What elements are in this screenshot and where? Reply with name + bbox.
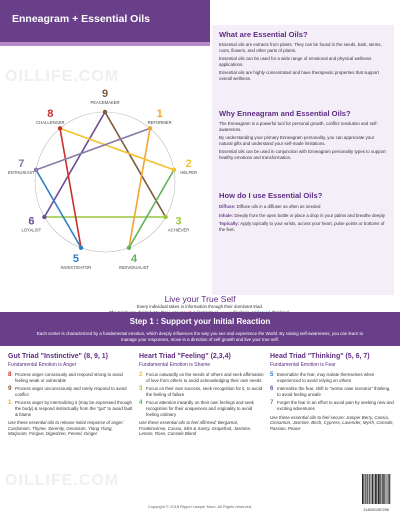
enneagram-point-label: HELPER	[180, 170, 198, 176]
section-what-para-1: Essential oils are extracts from plants. They can be found in the seeds, bark, stems, roots, flowers, and other parts of plants.	[219, 42, 382, 53]
enneagram-lines	[35, 112, 175, 252]
barcode-bar	[382, 474, 383, 504]
head-item-text: Externalize the fear, may isolate themselves when experienced to avoid relying on others	[277, 372, 375, 383]
head-triad-item-7	[270, 400, 395, 411]
section-what-para-3: Essential oils are highly concentrated and have therapeutic properties that support overall wellness.	[219, 70, 379, 81]
live-line-1: Every individual takes in information through their dominant triad.	[136, 304, 264, 309]
enneagram-point-number: 6	[28, 215, 35, 228]
heart-triad-column	[139, 353, 264, 437]
section-why-para-2: By understanding your primary Enneagram personality, you can appreciate your natural gifts and understand your self-made limitations.	[219, 135, 375, 146]
section-why-para-3: Essential oils can be used in conjunction with Enneagram personality types to support healthy emotions and transformation.	[219, 149, 386, 160]
gut-item-text: Process anger unconsciously and rarely respond to avoid conflict	[15, 386, 127, 397]
enneagram-point-dot	[163, 215, 167, 219]
enneagram-point-dot	[127, 246, 131, 250]
barcode-graphic	[361, 472, 391, 512]
heart-item-text: Focus attention inwardly on their own feelings and seek recognition for their uniqueness and originality to avoid feeling ordinary	[146, 400, 254, 417]
head-item-text: Internalize the fear, shift to "worse case scenario" thinking, to avoid feeling unsafe	[277, 386, 391, 397]
gut-triad-item-1	[8, 400, 133, 417]
heart-triad-item-2	[139, 372, 264, 383]
heart-item-number: 3	[139, 385, 143, 393]
gut-item-number: 8	[8, 371, 12, 378]
section-how	[219, 191, 387, 232]
section-why-heading: Why Enneagram and Essential Oils?	[219, 109, 351, 118]
copyright: Copyright © 2018 Rippel Lawyer Mom. All Rights reserved.	[147, 504, 253, 509]
heart-triad-subheading: Fundamental Emotion is Shame	[139, 362, 211, 368]
barcode-bar	[387, 474, 388, 504]
barcode-bar	[374, 474, 375, 504]
section-what-heading: What are Essential Oils?	[219, 30, 308, 39]
head-item-text: Forget the fear in an effort to avoid pain by seeking new and exciting adventures	[277, 400, 394, 411]
heart-triad-heading: Heart Triad "Feeling" (2,3,4)	[139, 353, 231, 360]
head-triad-heading: Head Triad "Thinking" (5, 6, 7)	[270, 353, 370, 360]
header-banner	[0, 0, 210, 46]
barcode-bar	[381, 474, 382, 504]
enneagram-point-label: INVESTIGATOR	[60, 264, 92, 270]
how-item-topically	[219, 221, 387, 232]
heart-triad-oils: Use these essential oils to feel affirmed: Bergamot, Frankincense, Cassia, Slim & Sassy, Grapefruit, Jasmine, Lemon, Rose, Console Blend	[139, 420, 252, 437]
enneagram-ring	[35, 112, 175, 252]
how-item-inhale-value: Deeply from the open bottle or place a drop in your palms and breathe deeply	[234, 212, 385, 218]
section-what-para-2: Essential oils can be used for a wide range of emotional and physical wellness applications.	[219, 56, 372, 67]
head-triad-item-6	[270, 386, 395, 397]
head-item-number: 6	[270, 385, 274, 393]
step1-banner	[0, 312, 400, 346]
enneagram-point-number: 1	[156, 107, 163, 120]
barcode-number: 2140091057258	[363, 508, 389, 512]
how-item-topically-key: Topically:	[219, 221, 240, 227]
gut-item-number: 1	[8, 399, 12, 407]
barcode-bar	[367, 474, 368, 504]
enneagram-point-label: CHALLENGER	[36, 119, 65, 125]
enneagram-point-label: REFORMER	[147, 119, 172, 125]
head-triad-oils: Use these essential oils to feel secure: Juniper Berry, Cassia, Cinnamon, Jasmine, Birch, Cypress, Lavender, Myrrh, Console, Passion, Peace	[270, 414, 394, 431]
enneagram-point-number: 5	[72, 252, 79, 265]
section-why	[219, 109, 387, 161]
enneagram-point-dot	[58, 126, 62, 130]
gut-item-number: 9	[8, 385, 12, 393]
gut-triad-oils: Use these essential oils to release initial response of anger: Cardamom, Thyme, Serenity, Geranium, Ylang Ylang, Marjoram, Forgive, Digestzen, Fennel, Ginger	[8, 420, 124, 437]
barcode-bar	[369, 474, 370, 504]
enneagram-point-number: 3	[175, 215, 182, 228]
head-triad-column	[270, 353, 395, 431]
enneagram-point-number: 2	[185, 158, 192, 171]
enneagram-point-dot	[103, 110, 107, 114]
head-triad-subheading: Fundamental Emotion is Fear	[270, 362, 336, 368]
barcode-bar	[378, 474, 379, 504]
head-item-number: 5	[270, 371, 274, 378]
barcode-bar	[379, 474, 380, 504]
barcode-bar	[376, 474, 377, 504]
gut-triad-column	[8, 353, 133, 437]
barcode-bar	[372, 474, 373, 504]
info-panel	[212, 25, 394, 295]
enneagram-point-label: ENTHUSIAST	[8, 170, 35, 176]
heart-item-number: 2	[139, 371, 143, 378]
gut-triad-item-8	[8, 372, 133, 383]
barcode-bar	[365, 474, 366, 504]
head-item-number: 7	[270, 399, 274, 407]
enneagram-point-dot	[79, 246, 83, 250]
section-what	[219, 30, 387, 82]
barcode-bar	[384, 474, 385, 504]
heart-item-number: 4	[139, 399, 143, 407]
barcode-bar	[375, 474, 376, 504]
heart-item-text: Focus on their own success, seek recognition for it, to avoid the feeling of failure	[146, 386, 263, 397]
barcode-bar	[363, 474, 364, 504]
header-title: Enneagram + Essential Oils	[12, 13, 151, 25]
enneagram-point-label: LOYALIST	[21, 227, 42, 233]
gut-item-text: Process anger consciously and respond strong to avoid feeling weak or vulnerable	[15, 372, 123, 383]
gut-item-text: Process anger by internalizing it (may be expressed through the body) & respond instinctually from the "gut" to avoid fault & blame	[15, 400, 133, 417]
barcode-bar	[388, 474, 389, 504]
how-item-inhale-key: Inhale:	[219, 212, 234, 218]
step1-subtitle: Each center is characterized by a fundamental emotion, which deeply influences the way you see and experience the World. By raising self-awareness, you can learn to manage your responses, move in a direction of self growth and live your true self.	[36, 331, 364, 342]
section-how-heading: How do I use Essential Oils?	[219, 191, 323, 200]
gut-triad-subheading: Fundamental Emotion is Anger	[8, 362, 77, 368]
section-why-para-1: The Enneagram is a powerful tool for personal growth, conflict resolution and self-awareness.	[219, 121, 378, 132]
enneagram-point-label: INDIVIDUALIST	[119, 264, 150, 270]
watermark-top: OILLIFE.COM	[5, 68, 120, 85]
barcode-bar	[371, 474, 372, 504]
barcode-bar	[383, 474, 384, 504]
head-triad-item-5	[270, 372, 395, 383]
heart-triad-item-4	[139, 400, 264, 417]
enneagram-point-label: ACHIEVER	[167, 227, 190, 233]
enneagram-point-dot	[42, 215, 46, 219]
barcode-bars	[362, 474, 390, 504]
watermark-bottom: OILLIFE.COM	[5, 472, 120, 489]
enneagram-point-label: PEACEMAKER	[90, 100, 120, 105]
barcode-bar	[362, 474, 363, 504]
how-item-diffuse-value: Diffuse oils in a diffuser as often as needed	[236, 204, 321, 209]
gut-triad-item-9	[8, 386, 133, 397]
how-item-topically-value: Apply topically to your wrists, across your heart, pulse points or bottoms of the feet.	[219, 221, 385, 232]
how-item-diffuse-key: Diffuse:	[219, 204, 236, 209]
live-title: Live your True Self	[164, 294, 236, 304]
gut-triad-heading: Gut Triad "Instinctive" (8, 9, 1)	[8, 353, 108, 360]
enneagram-point-number: 7	[18, 158, 25, 171]
enneagram-point-dot	[172, 168, 176, 172]
barcode-bar	[389, 474, 390, 504]
heart-item-text: Focus outwardly on the needs of others and seek affirmation of love from others to avoid acknowledging their own needs	[146, 372, 264, 383]
enneagram-point-number: 9	[101, 88, 109, 100]
step1-title: Step 1 : Support your Initial Reaction	[129, 317, 271, 326]
enneagram-point-dot	[148, 126, 152, 130]
enneagram-point-number: 8	[47, 107, 54, 120]
how-item-inhale	[219, 213, 387, 219]
heart-triad-item-3	[139, 386, 264, 397]
enneagram-point-number: 4	[131, 252, 138, 265]
barcode-bar	[366, 474, 367, 504]
